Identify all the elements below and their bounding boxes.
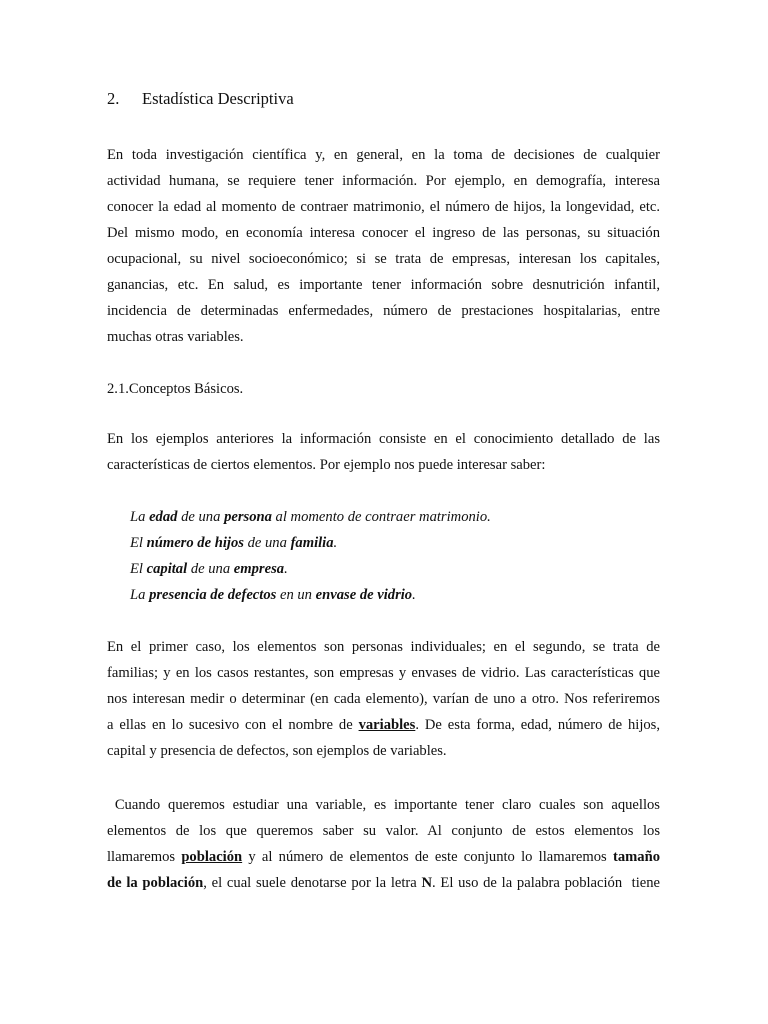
paragraph-line: En los ejemplos anteriores la información consiste en el conocimiento detallado de las (107, 431, 660, 447)
paragraph-line: características de ciertos elementos. Por ejemplo nos puede interesar saber: (107, 457, 546, 473)
paragraph-population (107, 792, 660, 896)
example-item: El número de hijos de una familia. (130, 535, 338, 551)
paragraph-line: capital y presencia de defectos, son ejemplos de variables. (107, 743, 447, 759)
paragraph-line: llamaremos población y al número de elementos de este conjunto lo llamaremos tamaño (107, 849, 660, 865)
paragraph-line: En toda investigación científica y, en general, en la toma de decisiones de cualquier (107, 147, 660, 163)
paragraph-line: Cuando queremos estudiar una variable, es importante tener claro cuales son aquellos (107, 797, 660, 813)
paragraph-intro (107, 142, 660, 350)
paragraph-line: actividad humana, se requiere tener información. Por ejemplo, en demografía, interesa (107, 173, 660, 189)
example-item: La edad de una persona al momento de contraer matrimonio. (130, 509, 491, 525)
examples-list (130, 504, 491, 608)
paragraph-line: nos interesan medir o determinar (en cada elemento), varían de uno a otro. Nos referiremos (107, 691, 660, 707)
paragraph-line: familias; y en los casos restantes, son empresas y envases de vidrio. Las características que (107, 665, 660, 681)
paragraph-line: incidencia de determinadas enfermedades, número de prestaciones hospitalarias, entre (107, 303, 660, 319)
section-title: Estadística Descriptiva (142, 89, 294, 108)
paragraph-line: conocer la edad al momento de contraer matrimonio, el número de hijos, la longevidad, etc. (107, 199, 660, 215)
term-tamano: tamaño (612, 849, 660, 865)
paragraph-examples-intro (107, 426, 660, 478)
section-number: 2. (107, 89, 120, 108)
paragraph-line: En el primer caso, los elementos son personas individuales; en el segundo, se trata de (107, 639, 660, 655)
term-de-la-poblacion: de la población (107, 875, 204, 891)
paragraph-line: muchas otras variables. (107, 329, 244, 345)
paragraph-line: a ellas en lo sucesivo con el nombre de variables. De esta forma, edad, número de hijos, (107, 717, 661, 733)
paragraph-variables (107, 634, 660, 764)
paragraph-line: ocupacional, su nivel socioeconómico; si se trata de empresas, interesan los capitales, (107, 251, 660, 267)
term-poblacion: población (181, 849, 243, 865)
paragraph-line: ganancias, etc. En salud, es importante tener información sobre desnutrición infantil, (107, 277, 660, 293)
example-item: La presencia de defectos en un envase de vidrio. (130, 587, 416, 603)
paragraph-line: Del mismo modo, en economía interesa conocer el ingreso de las personas, su situación (107, 225, 660, 241)
term-variables: variables (358, 717, 416, 733)
section-heading (107, 88, 294, 110)
term-letter-n: N (421, 875, 433, 891)
paragraph-line: de la población, el cual suele denotarse por la letra N. El uso de la palabra población tiene (107, 875, 660, 891)
subsection-heading: 2.1.Conceptos Básicos. (107, 381, 244, 397)
example-item: El capital de una empresa. (130, 561, 288, 577)
paragraph-line: elementos de los que queremos saber su valor. Al conjunto de estos elementos los (107, 823, 660, 839)
